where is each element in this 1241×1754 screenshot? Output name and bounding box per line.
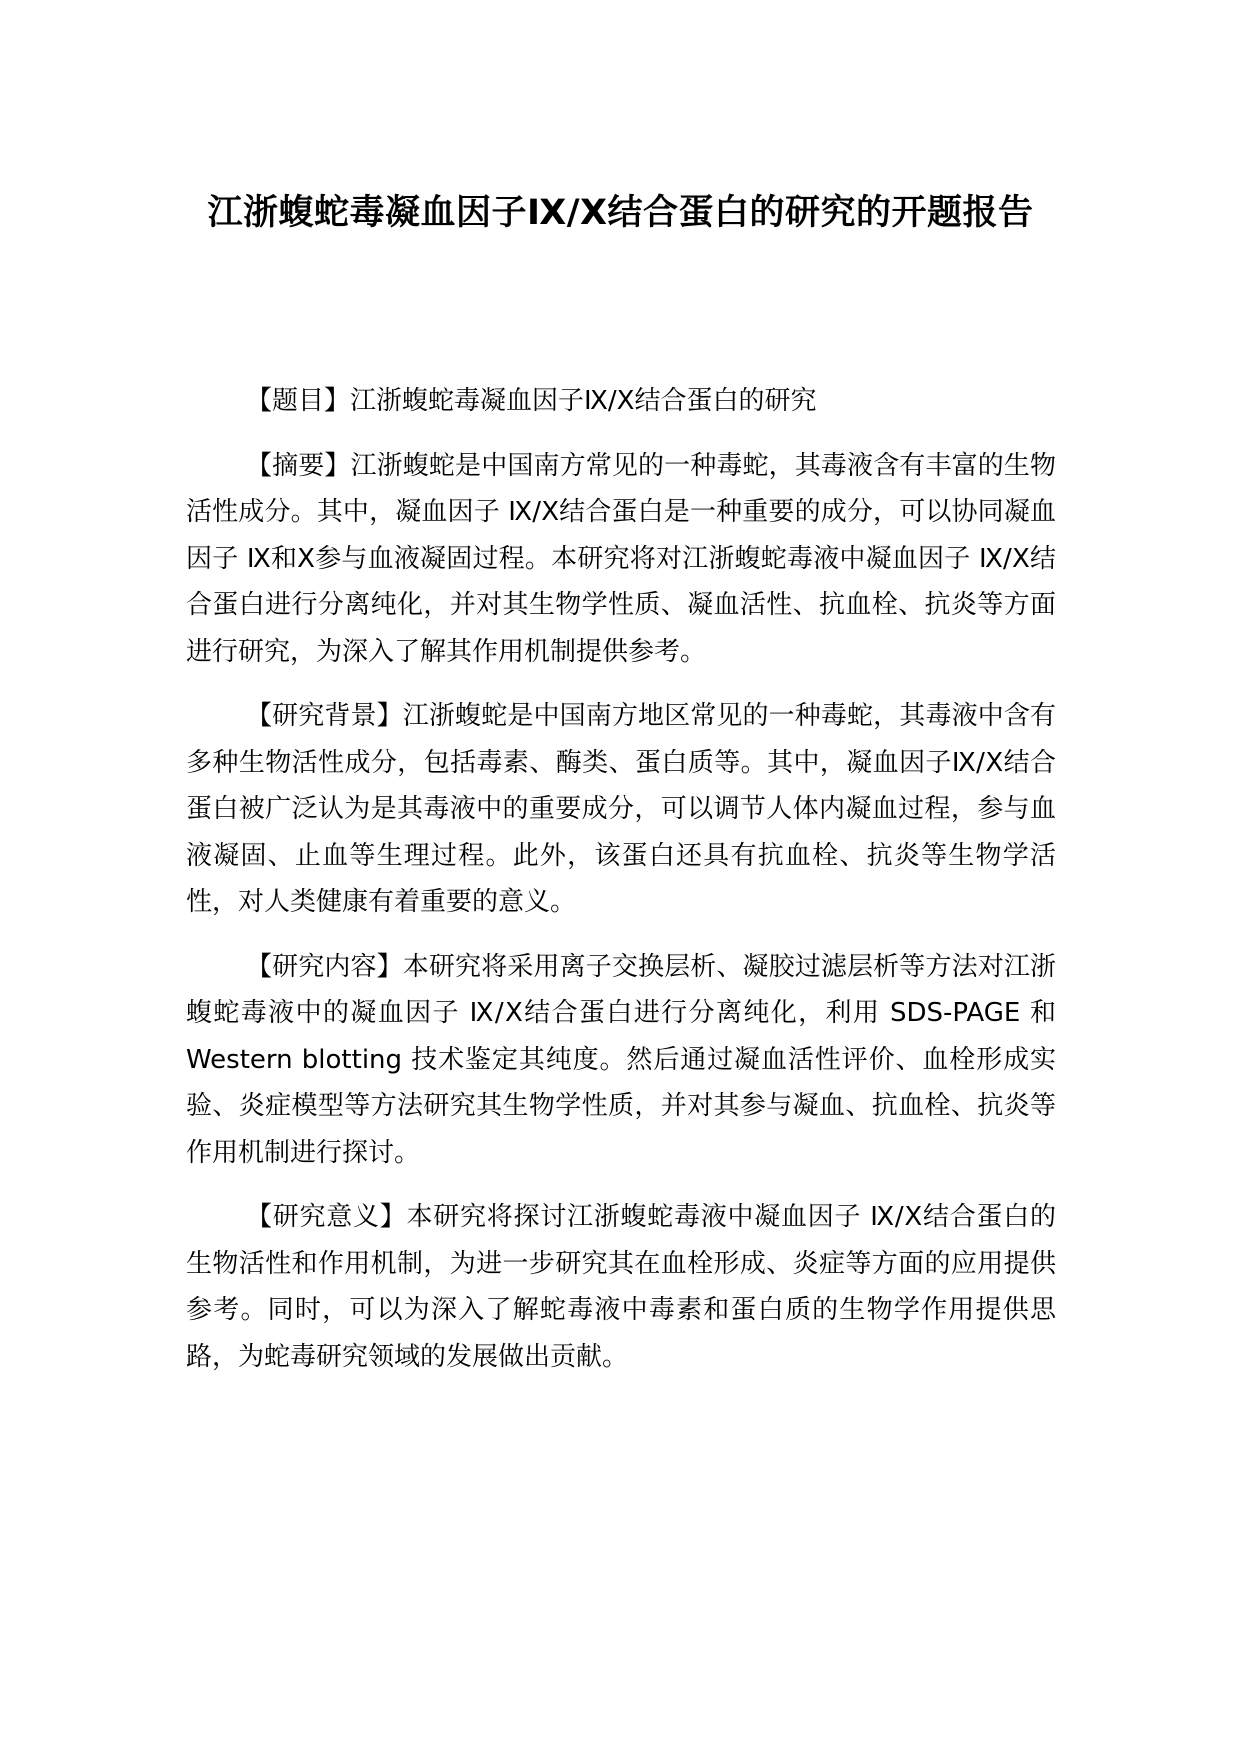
section-text: 本研究将探讨江浙蝮蛇毒液中凝血因子 Ⅸ/Ⅹ结合蛋白的生物活性和作用机制，为进一步研究其在血栓形成、炎症等方面的应用提供参考。同时，可以为深入了解蛇毒液中毒素和蛋白质的生物学作用提供思路，为蛇毒研究领域的发展做出贡献。	[186, 1202, 1056, 1372]
section-text: 江浙蝮蛇毒凝血因子Ⅸ/Ⅹ结合蛋白的研究	[350, 386, 817, 416]
section-background	[186, 693, 1056, 926]
section-label: 【题目】	[246, 386, 351, 416]
section-label: 【研究背景】	[246, 701, 403, 731]
section-content	[186, 944, 1056, 1177]
section-text: 本研究将采用离子交换层析、凝胶过滤层析等方法对江浙蝮蛇毒液中的凝血因子 Ⅸ/Ⅹ结合蛋白进行分离纯化，利用 SDS-PAGE 和 Western blotting 技术鉴定其纯度。然后通过凝血活性评价、血栓形成实验、炎症模型等方法研究其生物学性质，并对其参与凝血、抗血栓、抗炎等作用机制进行探讨。	[186, 951, 1056, 1168]
section-significance	[186, 1194, 1056, 1380]
document-title: 江浙蝮蛇毒凝血因子Ⅸ/Ⅹ结合蛋白的研究的开题报告	[207, 193, 1034, 233]
section-label: 【摘要】	[246, 450, 351, 481]
section-abstract	[186, 443, 1056, 676]
section-label: 【研究意义】	[246, 1202, 407, 1232]
section-text: 江浙蝮蛇是中国南方地区常见的一种毒蛇，其毒液中含有多种生物活性成分，包括毒素、酶类、蛋白质等。其中，凝血因子Ⅸ/Ⅹ结合蛋白被广泛认为是其毒液中的重要成分，可以调节人体内凝血过程，参与血液凝固、止血等生理过程。此外，该蛋白还具有抗血栓、抗炎等生物学活性，对人类健康有着重要的意义。	[186, 701, 1056, 917]
section-label: 【研究内容】	[246, 951, 403, 982]
section-text: 江浙蝮蛇是中国南方常见的一种毒蛇，其毒液含有丰富的生物活性成分。其中，凝血因子 Ⅸ/Ⅹ结合蛋白是一种重要的成分，可以协同凝血因子 Ⅸ和Ⅹ参与血液凝固过程。本研究将对江浙蝮蛇毒液中凝血因子 Ⅸ/Ⅹ结合蛋白进行分离纯化，并对其生物学性质、凝血活性、抗血栓、抗炎等方面进行研究，为深入了解其作用机制提供参考。	[186, 450, 1056, 667]
document-body	[186, 378, 1056, 1398]
section-topic	[186, 378, 1056, 425]
